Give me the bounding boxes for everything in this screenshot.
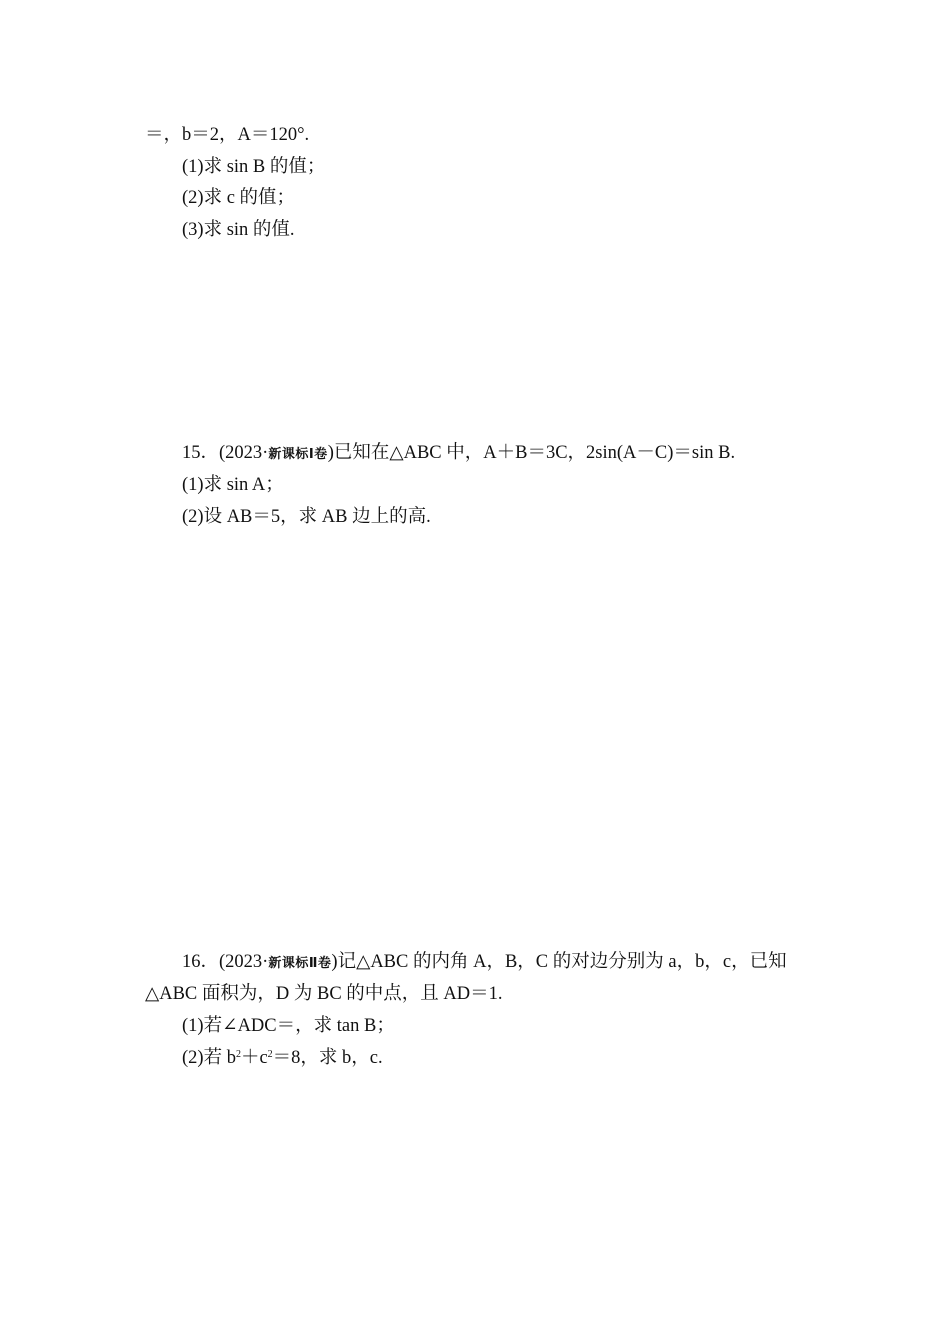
- problem15-number: 15．: [182, 443, 220, 463]
- problem15-part1: (1)求 sin A；: [182, 475, 284, 495]
- problem16-part2: [182, 1046, 383, 1070]
- problem16-number: 16．: [182, 952, 220, 972]
- problem14-part3: (3)求 sin 的值.: [182, 220, 295, 240]
- problem16-stem-text-1: 记△ABC 的内角 A，B，C 的对边分别为 a，b，c，已知: [337, 952, 787, 972]
- problem14-part1: (1)求 sin B 的值；: [182, 157, 326, 177]
- problem14-condition-line: ＝，b＝2，A＝120°.: [145, 125, 310, 145]
- problem16-part2-mid: ＋c: [240, 1048, 268, 1068]
- problem16-part1: (1)若∠ADC＝，求 tan B；: [182, 1016, 395, 1036]
- problem16-part2-sup1: 2: [235, 1049, 241, 1060]
- problem15-source-close: ): [327, 443, 334, 463]
- problem16-part2-sup2: 2: [267, 1049, 273, 1060]
- problem16-source-tag: 新课标Ⅱ卷: [268, 956, 332, 971]
- problem16-source-close: ): [331, 952, 338, 972]
- problem16-part2-prefix: (2)若 b: [182, 1048, 236, 1068]
- problem15-stem-text: 已知在△ABC 中，A＋B＝3C，2sin(A－C)＝sin B.: [333, 443, 736, 463]
- problem15-source-open: (2023·: [219, 443, 269, 463]
- problem15-part2: (2)设 AB＝5，求 AB 边上的高.: [182, 507, 431, 527]
- problem15-stem: [182, 441, 735, 465]
- problem16-stem-line1: [182, 950, 787, 974]
- problem16-source-open: (2023·: [219, 952, 269, 972]
- problem16-part2-suffix: ＝8，求 b，c.: [272, 1048, 383, 1068]
- problem15-source-tag: 新课标Ⅰ卷: [268, 447, 328, 462]
- problem14-part2: (2)求 c 的值；: [182, 188, 296, 208]
- problem16-stem-line2: △ABC 面积为，D 为 BC 的中点，且 AD＝1.: [145, 984, 503, 1004]
